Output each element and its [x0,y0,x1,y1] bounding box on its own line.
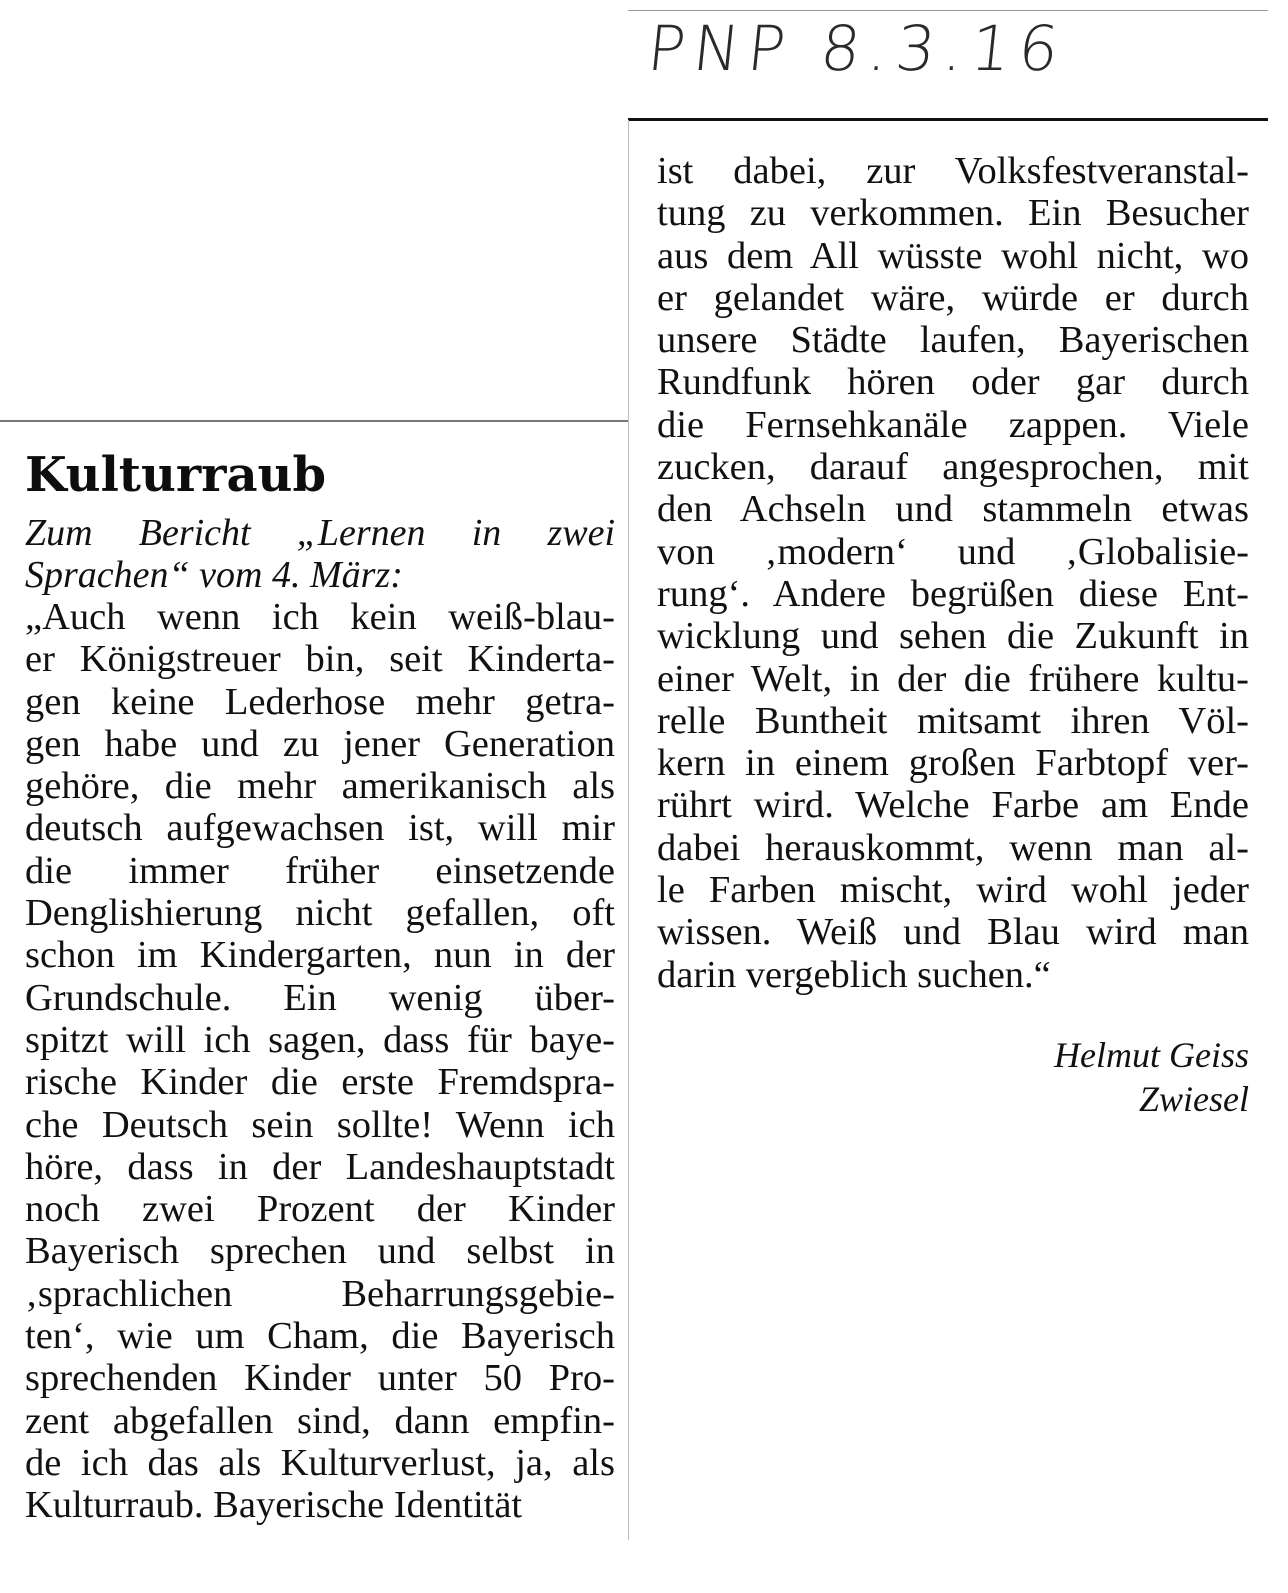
clipping-top-edge [628,10,1268,11]
text-line: einer Welt, in der die frühere kultu- [657,657,1249,700]
text-line: er Königstreuer bin, seit Kinderta- [25,638,615,681]
text-line: die Fernsehkanäle zappen. Viele [657,403,1249,446]
text-line: sprechenden Kinder unter 50 Pro- [25,1357,615,1400]
text-line: rische Kinder die erste Fremdspra- [25,1061,615,1104]
text-line: kern in einem großen Farbtopf ver- [657,742,1249,785]
article-subhead: Zum Bericht „Lernen in zwei Sprachen“ vom 4. März: [25,512,615,596]
text-line: gen habe und zu jener Generation [25,722,615,765]
text-line: dabei herauskommt, wenn man al- [657,826,1249,869]
top-rule [628,118,1268,121]
text-line: Denglishierung nicht gefallen, oft [25,892,615,935]
text-line: che Deutsch sein sollte! Wenn ich [25,1103,615,1146]
text-line: Rundfunk hören oder gar durch [657,361,1249,404]
text-line: Bayerisch sprechen und selbst in [25,1230,615,1273]
text-line: rührt wird. Welche Farbe am Ende [657,784,1249,827]
text-line: ist dabei, zur Volksfestveranstal- [657,150,1249,192]
text-line: schon im Kindergarten, nun in der [25,934,615,977]
text-line: ten‘, wie um Cham, die Bayerisch [25,1315,615,1358]
text-line: rung‘. Andere begrüßen diese Ent- [657,572,1249,615]
text-line: wicklung und sehen die Zukunft in [657,615,1249,658]
column-divider [628,120,629,1540]
left-text-column [25,596,615,1527]
text-line: gen keine Lederhose mehr getra- [25,680,615,723]
text-line: noch zwei Prozent der Kinder [25,1188,615,1231]
text-line: den Achseln und stammeln etwas [657,488,1249,531]
text-line: unsere Städte laufen, Bayerischen [657,319,1249,362]
text-line: ‚sprachlichen Beharrungsgebie- [25,1272,615,1315]
text-line: darin vergeblich suchen.“ [657,953,1051,996]
text-line: le Farben mischt, wird wohl jeder [657,869,1249,912]
text-line: gehöre, die mehr amerikanisch als [25,765,615,808]
author-place: Zwiesel [1138,1079,1249,1119]
text-line: spitzt will ich sagen, dass für baye- [25,1018,615,1061]
text-line: „Auch wenn ich kein weiß-blau- [25,596,615,638]
text-line: tung zu verkommen. Ein Besucher [657,192,1249,235]
text-line: zent abgefallen sind, dann empfin- [25,1399,615,1442]
text-line: wissen. Weiß und Blau wird man [657,911,1249,954]
text-line: er gelandet wäre, würde er durch [657,276,1249,319]
author-name: Helmut Geiss [1054,1035,1249,1075]
text-line: Grundschule. Ein wenig über- [25,976,615,1019]
text-line: aus dem All wüsste wohl nicht, wo [657,234,1249,277]
text-line: zucken, darauf angesprochen, mit [657,446,1249,489]
text-line: von ‚modern‘ und ‚Globalisie- [657,530,1249,573]
left-clipping-edge [0,420,628,422]
text-line: die immer früher einsetzende [25,849,615,892]
text-line: deutsch aufgewachsen ist, will mir [25,807,615,850]
text-line: de ich das als Kulturverlust, ja, als [25,1441,615,1484]
text-line: höre, dass in der Landeshauptstadt [25,1145,615,1188]
text-line: Kulturraub. Bayerische Identität [25,1484,523,1527]
text-line: relle Buntheit mitsamt ihren Völ- [657,699,1249,742]
article-headline: Kulturraub [25,447,327,503]
handwritten-date-note: PNP 8.3.16 [644,12,1070,85]
right-text-column [657,150,1249,996]
